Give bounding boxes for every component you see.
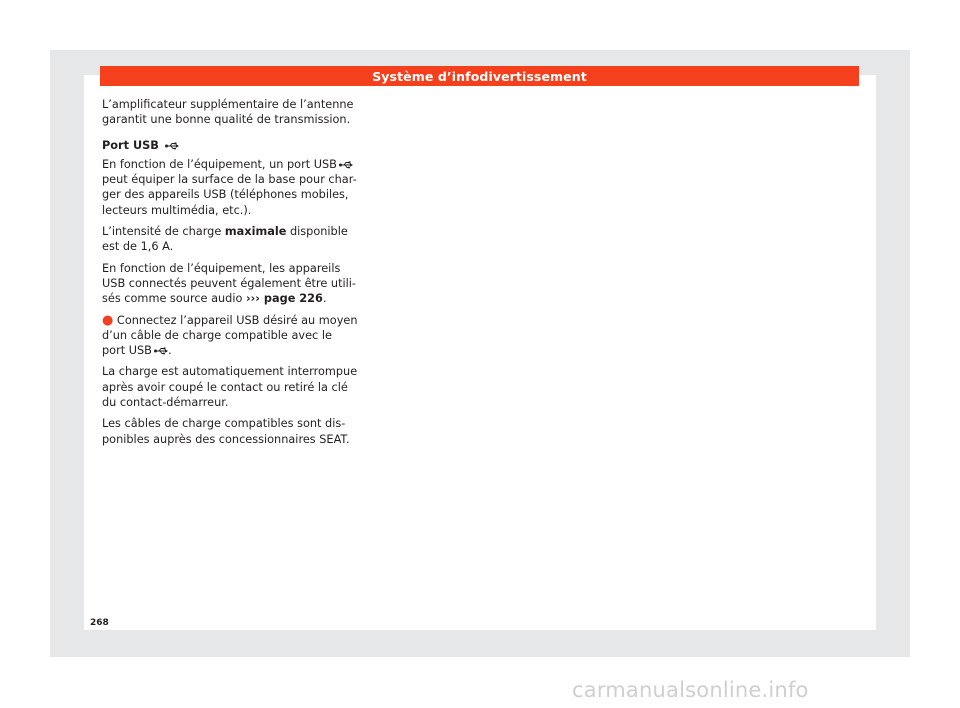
- text-line: [102, 343, 348, 358]
- usb-icon: [154, 347, 168, 355]
- text-line: peut équiper la surface de la base pour char-: [102, 173, 357, 187]
- cables-paragraph: [102, 416, 348, 447]
- text-column: [102, 97, 358, 453]
- text-fragment: .: [322, 292, 327, 306]
- text-fragment: port USB: [102, 344, 152, 358]
- audio-source-paragraph: [102, 261, 357, 307]
- text-line: [102, 224, 348, 239]
- text-line: USB connectés peuvent également être utili-: [102, 276, 357, 290]
- bullet-marker: ●: [102, 312, 114, 328]
- usb-icon: [165, 142, 179, 150]
- instruction-bullet: [102, 312, 358, 359]
- text-line: ponibles auprès des concessionnaires SEAT.: [102, 432, 350, 446]
- section-header: [100, 66, 859, 86]
- emphasis-text: maximale: [224, 225, 287, 239]
- usb-heading: [102, 138, 348, 153]
- usb-heading-text: Port USB: [102, 138, 159, 152]
- text-line: La charge est automatiquement interrompue: [102, 365, 358, 379]
- text-line: lecteurs multimédia, etc.).: [102, 203, 252, 217]
- text-line: garantit une bonne qualité de transmission.: [102, 113, 351, 127]
- text-fragment: disponible: [286, 225, 348, 239]
- page-reference-link[interactable]: ››› page 226: [246, 292, 323, 306]
- page-number: 268: [90, 618, 109, 628]
- text-line: ger des appareils USB (téléphones mobiles,: [102, 188, 349, 202]
- text-line: [102, 291, 348, 306]
- text-fragment: sés comme source audio: [102, 292, 246, 306]
- text-fragment: En fonction de l’équipement, un port USB: [102, 157, 337, 171]
- text-line: après avoir coupé le contact ou retiré la clé: [102, 380, 348, 394]
- charge-intensity-paragraph: [102, 224, 348, 255]
- text-fragment: .: [167, 344, 172, 358]
- text-line: En fonction de l’équipement, les appareils: [102, 261, 341, 275]
- text-fragment: Connectez l’appareil USB désiré au moyen: [113, 313, 358, 327]
- text-line: est de 1,6 A.: [102, 240, 174, 254]
- auto-stop-paragraph: [102, 364, 358, 410]
- watermark-text: carmanualsonline.info: [572, 678, 809, 702]
- text-line: Les câbles de charge compatibles sont dis-: [102, 417, 346, 431]
- section-title: Système d’infodivertissement: [372, 68, 587, 84]
- text-line: d’un câble de charge compatible avec le: [102, 328, 332, 342]
- text-line: [102, 312, 358, 328]
- usb-description: [102, 157, 357, 218]
- text-fragment: L’intensité de charge: [102, 225, 225, 239]
- usb-icon: [339, 161, 353, 169]
- text-line: L’amplificateur supplémentaire de l’antenne: [102, 98, 354, 111]
- text-line: [102, 157, 348, 172]
- intro-paragraph: [102, 97, 354, 128]
- text-line: du contact-démarreur.: [102, 396, 229, 410]
